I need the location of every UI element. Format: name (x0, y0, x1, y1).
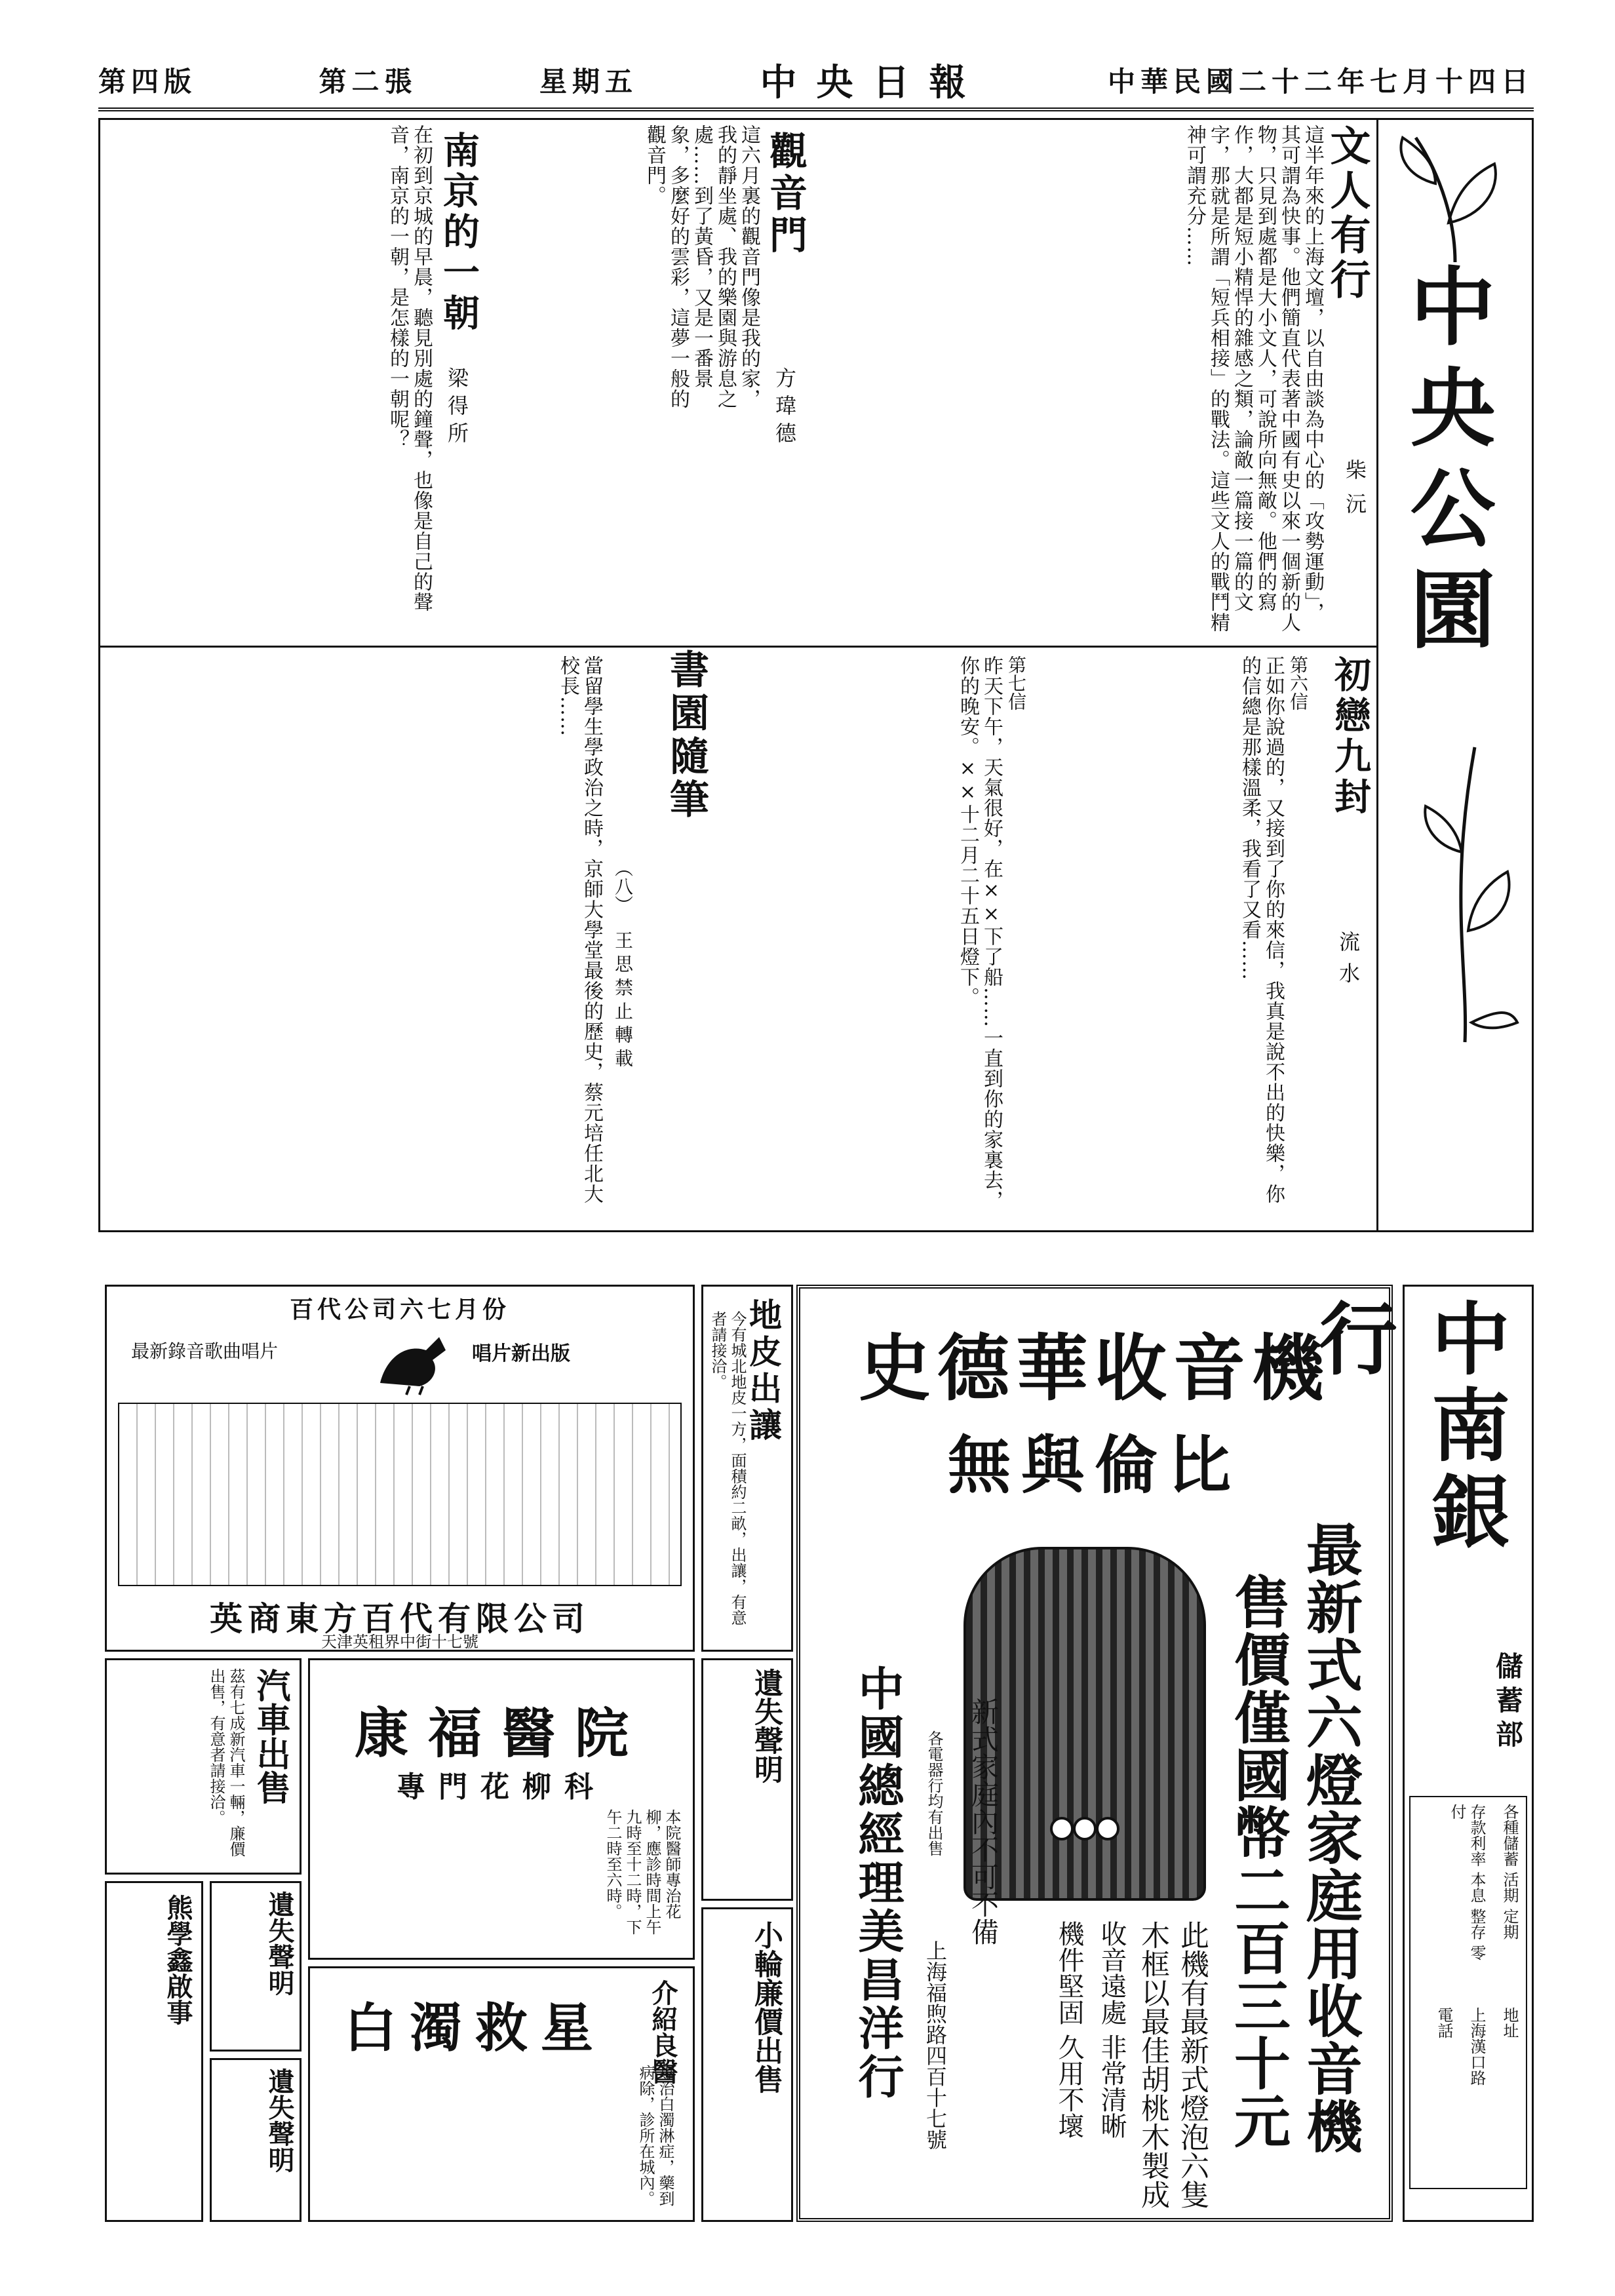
article6-subtitle: 第七信 (1005, 655, 1027, 710)
bank-address: 上海漢口路 (1468, 2007, 1486, 2086)
article4-body: 正如你說過的，又接到了你的來信，我真是說不出的快樂，你的信總是那樣溫柔，我看了又看…… (1238, 655, 1285, 1204)
article5-subtitle: （八） (612, 859, 634, 914)
masthead-bar (98, 52, 1534, 111)
radio-feature5: 新式家庭內不可不備 (967, 1698, 1000, 1945)
starclinic-ad-sub: 介紹良醫 (648, 1979, 678, 2084)
bank-phone-label: 電話 (1435, 2007, 1453, 2038)
article1-title: 文人有行 (1323, 125, 1371, 303)
record-list-grid (118, 1403, 682, 1586)
radio-brand: 史德華收音機 (859, 1326, 1331, 1411)
lost-notice-3-title: 遺失聲明 (264, 2068, 295, 2173)
clinic-ad-body: 本院醫師專治花柳，應診時間上午九時至十二時，下午二時至六時。 (604, 1809, 681, 1935)
record-ad-header: 百代公司六七月份 (289, 1296, 510, 1323)
radio-feature4: 機件堅固 久用不壞 (1054, 1920, 1084, 2139)
radio-feature1: 此機有最新式燈泡六隻 (1175, 1920, 1209, 2209)
header-section: 第二張 (319, 66, 418, 98)
starclinic-ad-body: 專治白濁淋症，藥到病除，診所在城內。 (636, 2065, 674, 2206)
lost-notice-2-title: 遺失聲明 (264, 1891, 295, 1996)
article4-title: 初戀九封 (1329, 655, 1372, 818)
business-notice-title: 熊學鑫啟事 (163, 1894, 193, 2025)
radio-headline: 最新式六燈家庭用收音機 (1296, 1521, 1363, 2155)
header-page: 第四版 (98, 66, 197, 98)
cart-sale-title: 小輪廉價出售 (749, 1920, 783, 2093)
bank-row2: 存款利率 本息 整存 零付 (1448, 1804, 1486, 1960)
radio-agency: 中國總經理美昌洋行 (851, 1665, 905, 2101)
article1-author: 柴沅 (1342, 459, 1367, 527)
article5-title: 書園隨筆 (663, 649, 709, 822)
article1-body: 這半年來的上海文壇，以自由談為中心的「攻勢運動」，其可謂為快事。他們簡直代表著中國有史以來一個新的人物，只見到處都是大小文人，可說所向無敵。他們的寫作，大都是短小精悍的雜感之類，論敵一篇接一篇的文字，那就是所謂「短兵相接」的戰法。這些文人的戰鬥精神可謂充分…… (1183, 125, 1324, 632)
clinic-ad-title: 康福醫院 (354, 1702, 648, 1765)
car-ad-title: 汽車出售 (250, 1668, 290, 1804)
bank-dept: 儲蓄部 (1492, 1652, 1524, 1754)
header-weekday: 星期五 (539, 66, 638, 98)
radio-address: 上海福煦路四百十七號 (923, 1940, 948, 2150)
article3-title: 南京的一朝 (437, 131, 480, 334)
starclinic-ad-title: 白濁救星 (344, 1997, 606, 2059)
article4-subtitle: 第六信 (1287, 655, 1309, 710)
radio-dial-icon (1049, 1809, 1121, 1848)
land-ad-title: 地皮出讓 (744, 1298, 783, 1445)
park-midline (98, 646, 1376, 648)
article2-title: 觀音門 (763, 131, 808, 257)
radio-feature2: 木框以最佳胡桃木製成 (1136, 1920, 1169, 2209)
record-ad-sub: 最新錄音歌曲唱片 (131, 1340, 279, 1362)
article4-author: 流水 (1336, 931, 1361, 994)
article3-body: 在初到京城的早晨，聽見別處的鐘聲，也像是自己的聲音，南京的一朝，是怎樣的一朝呢？ (386, 125, 433, 612)
radio-feature3: 收音遠處 非常清晰 (1097, 1920, 1127, 2139)
car-ad-body: 茲有七成新汽車一輛，廉價出售，有意者請接洽。 (207, 1668, 245, 1857)
article6-body: 昨天下午，天氣很好，在××下了船……一直到你的家裏去，你的晚安。××十二月二十五日燈下。 (956, 655, 1003, 1211)
bank-name: 中南銀行 (1306, 1298, 1511, 1557)
record-ad-address: 天津英租界中街十七號 (321, 1633, 478, 1651)
lost-notice-1-title: 遺失聲明 (749, 1668, 783, 1783)
bank-rates-table (1409, 1796, 1527, 2189)
radio-slogan: 無與倫比 (948, 1428, 1241, 1502)
radio-price: 售價僅國幣二百三十元 (1224, 1573, 1291, 2150)
park-title: 中央公園 (1396, 262, 1496, 666)
article5-body: 當留學生學政治之時，京師大學堂最後的歷史，蔡元培任北大校長…… (556, 655, 603, 1204)
radio-agency-small: 各電器行均有出售 (925, 1730, 943, 1856)
header-date: 中華民國二十二年七月十四日 (1107, 66, 1534, 98)
bank-row1: 各種儲蓄 活期 定期 (1500, 1804, 1519, 1940)
leaf-ornament-icon (1390, 125, 1521, 269)
rooster-logo-icon (367, 1324, 459, 1396)
article5-author: 王思禁止轉載 (612, 931, 634, 1072)
record-ad-title: 唱片新出版 (472, 1342, 570, 1365)
record-ad-company: 英商東方百代有限公司 (210, 1599, 590, 1638)
land-ad-body: 今有城北地皮一方，面積約二畝，出讓，有意者請接洽。 (709, 1311, 747, 1625)
header-paper-name: 中央日報 (760, 61, 986, 104)
clinic-ad-sub: 專門花柳科 (397, 1770, 606, 1804)
article3-author: 梁得所 (444, 367, 469, 450)
article2-body: 這六月裏的觀音門像是我的家，我的靜坐處、我的樂園與游息之處……到了黃昏，又是一番景象，多麼好的雲彩，這夢一般的觀音門。 (643, 125, 760, 409)
bank-address-label: 地址 (1500, 2007, 1519, 2038)
park-title-divider (1376, 118, 1378, 1232)
leaf-ornament-bottom-icon (1409, 734, 1521, 1049)
article2-author: 方瑋德 (772, 367, 797, 450)
